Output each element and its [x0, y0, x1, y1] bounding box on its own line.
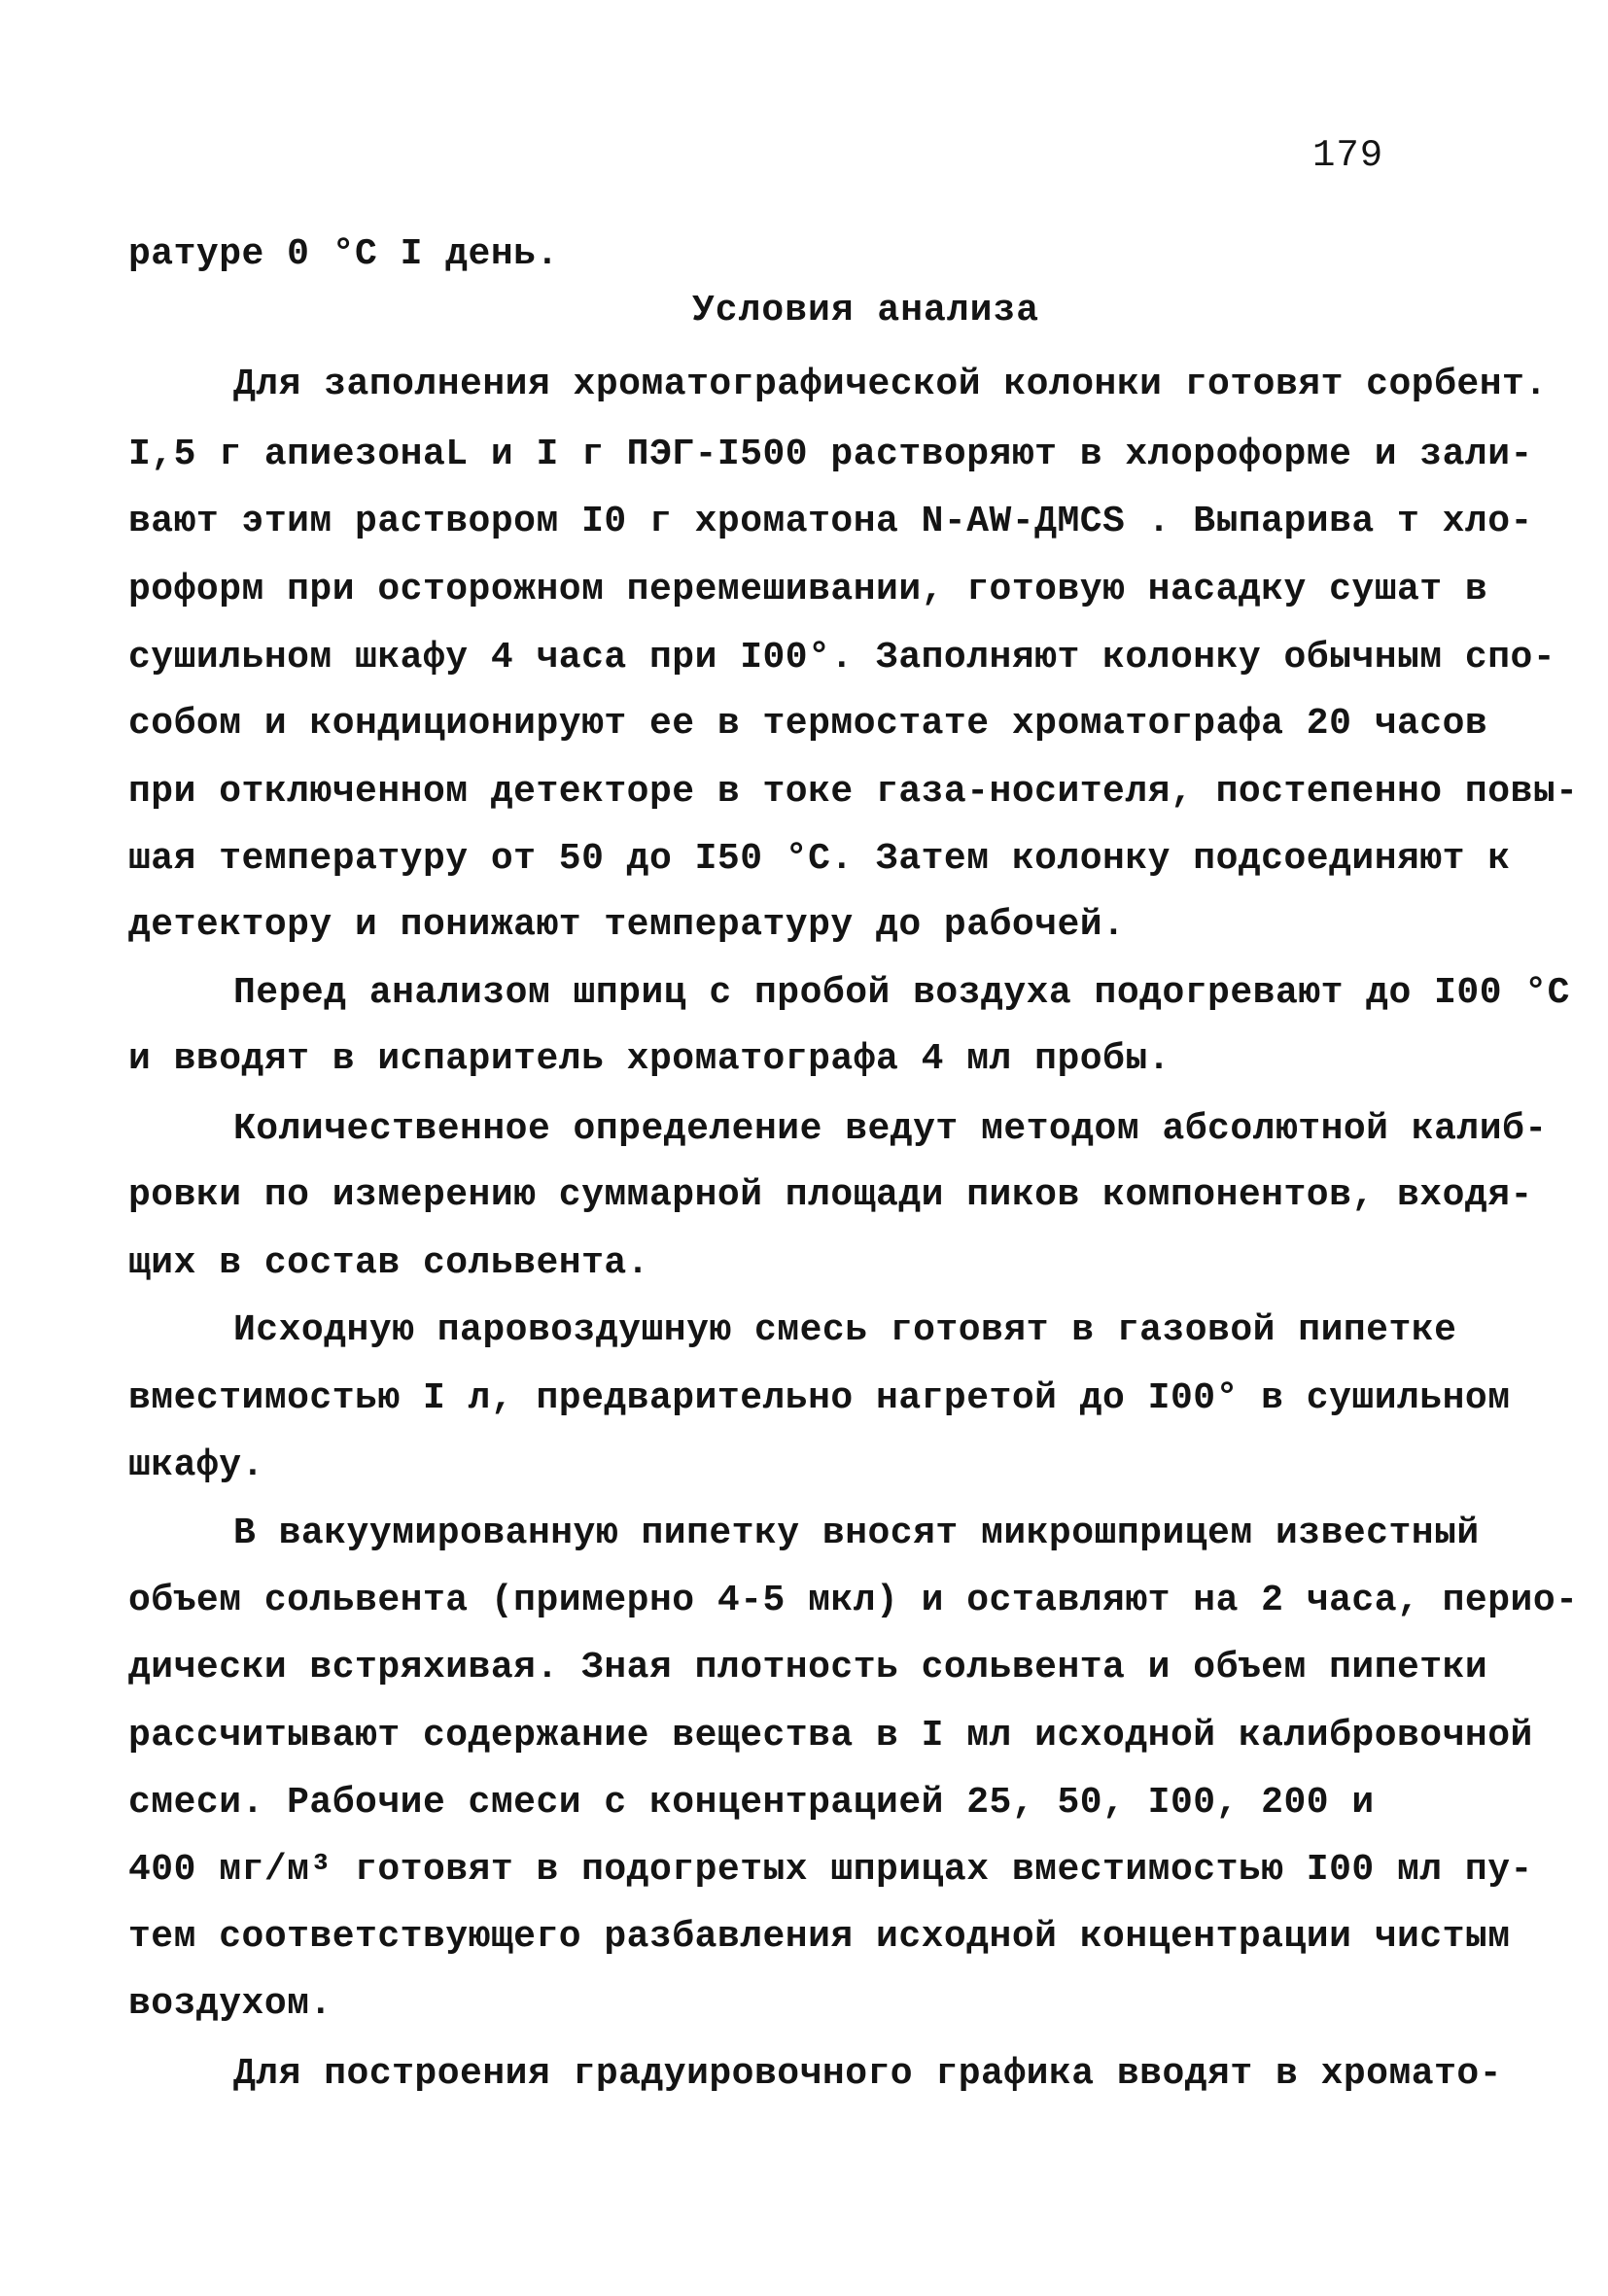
text-line: ровки по измерению суммарной площади пиков компонентов, входя-: [128, 1174, 1533, 1216]
text-line: объем сольвента (примерно 4-5 мкл) и оставляют на 2 часа, перио-: [128, 1580, 1579, 1621]
text-line: 400 мг/м³ готовят в подогретых шприцах вместимостью I00 мл пу-: [128, 1849, 1533, 1891]
text-line: сушильном шкафу 4 часа при I00°. Заполняют колонку обычным спо-: [128, 637, 1556, 678]
text-line: дически встряхивая. Зная плотность сольвента и объем пипетки: [128, 1647, 1488, 1688]
text-line: тем соответствующего разбавления исходной концентрации чистым: [128, 1916, 1511, 1958]
text-line: Количественное определение ведут методом абсолютной калиб-: [233, 1108, 1548, 1150]
text-line: В вакуумированную пипетку вносят микрошприцем известный: [233, 1513, 1480, 1554]
text-line: Для заполнения хроматографической колонки готовят сорбент.: [233, 364, 1548, 405]
text-line: роформ при осторожном перемешивании, готовую насадку сушат в: [128, 569, 1488, 610]
text-line: ратуре 0 °С I день.: [128, 233, 559, 275]
text-line: щих в состав сольвента.: [128, 1242, 649, 1284]
text-line: и вводят в испаритель хроматографа 4 мл пробы.: [128, 1038, 1171, 1080]
text-line: собом и кондиционируют ее в термостате хроматографа 20 часов: [128, 703, 1488, 745]
text-line: детектору и понижают температуру до рабочей.: [128, 904, 1126, 946]
text-line: воздухом.: [128, 1983, 332, 2025]
text-line: вают этим раствором I0 г хроматона N-AW-ДМСS . Выпарива т хло-: [128, 501, 1533, 542]
text-line: при отключенном детекторе в токе газа-носителя, постепенно повы-: [128, 771, 1579, 813]
text-line: Для построения градуировочного графика вводят в хромато-: [233, 2053, 1503, 2095]
section-heading: Условия анализа: [692, 290, 1040, 331]
text-line: смеси. Рабочие смеси с концентрацией 25, 50, I00, 200 и: [128, 1782, 1375, 1824]
text-line: Исходную паровоздушную смесь готовят в газовой пипетке: [233, 1309, 1457, 1351]
text-line: рассчитывают содержание вещества в I мл исходной калибровочной: [128, 1715, 1533, 1757]
text-line: I,5 г апиезонаL и I г ПЭГ-I500 растворяют в хлороформе и зали-: [128, 434, 1533, 475]
text-line: Перед анализом шприц с пробой воздуха подогревают до I00 °С: [233, 972, 1570, 1014]
text-line: шкафу.: [128, 1444, 264, 1486]
text-line: вместимостью I л, предварительно нагретой до I00° в сушильном: [128, 1377, 1511, 1419]
text-line: шая температуру от 50 до I50 °С. Затем колонку подсоединяют к: [128, 838, 1511, 880]
page-number: 179: [1312, 134, 1384, 177]
